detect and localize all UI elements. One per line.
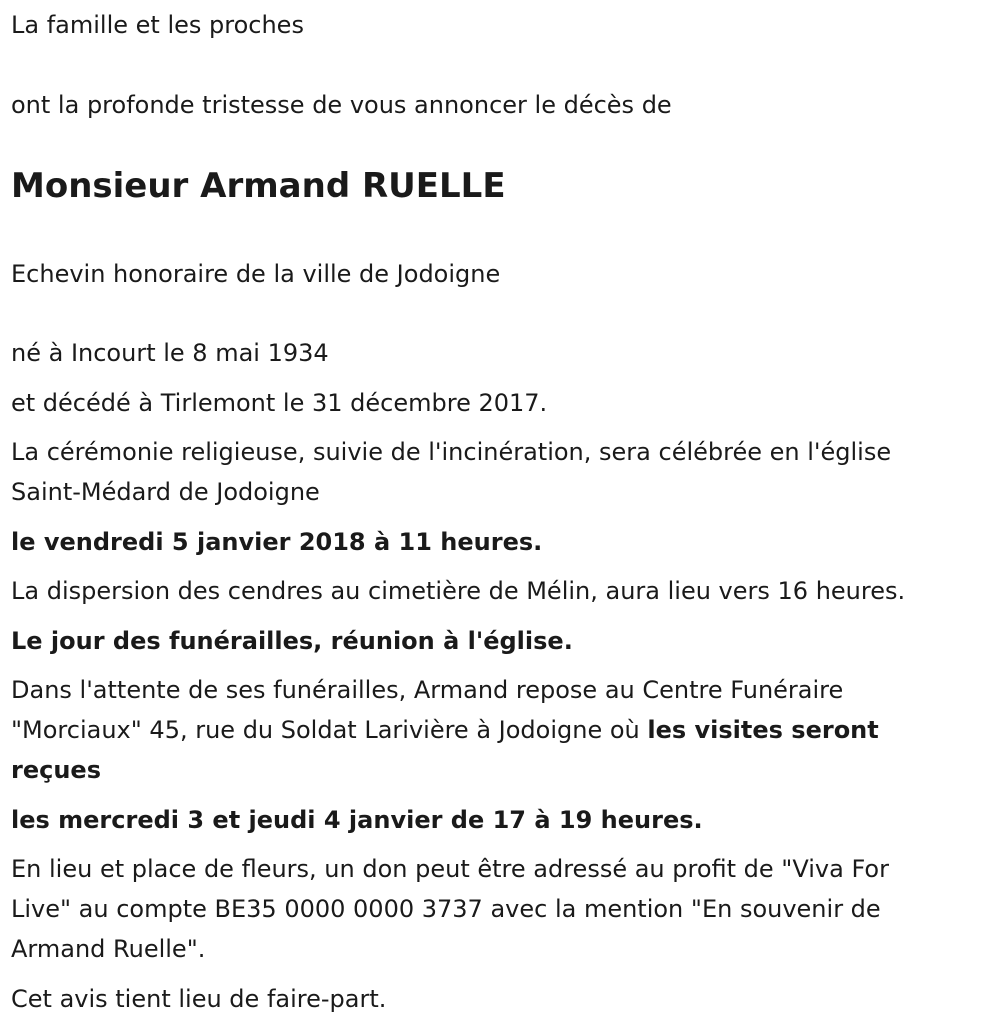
donation-line1: En lieu et place de fleurs, un don peut être adressé au profit de "Viva For [11,855,889,883]
deceased-name: Monsieur Armand RUELLE [11,166,506,206]
ceremony-text-line2: Saint-Médard de Jodoigne [11,478,320,506]
reunion-notice: Le jour des funérailles, réunion à l'église. [11,627,573,655]
donation-line3: Armand Ruelle". [11,935,206,963]
ceremony-date: le vendredi 5 janvier 2018 à 11 heures. [11,528,543,556]
visits-emphasis-continued: reçues [11,756,101,784]
visits-emphasis: les visites seront [647,716,879,744]
birth-info: né à Incourt le 8 mai 1934 [11,339,329,367]
rest-location-address: "Morciaux" 45, rue du Soldat Larivière à Jodoigne où [11,716,648,744]
intro-text: La famille et les proches [11,11,304,39]
rest-location-line2 [11,710,879,750]
announcement-text: ont la profonde tristesse de vous annoncer le décès de [11,91,672,119]
ashes-dispersion: La dispersion des cendres au cimetière de Mélin, aura lieu vers 16 heures. [11,577,906,605]
death-info: et décédé à Tirlemont le 31 décembre 2017. [11,389,548,417]
honorary-role: Echevin honoraire de la ville de Jodoigne [11,260,501,288]
donation-line2: Live" au compte BE35 0000 0000 3737 avec la mention "En souvenir de [11,895,881,923]
closing-note: Cet avis tient lieu de faire-part. [11,985,387,1013]
ceremony-text-line1: La cérémonie religieuse, suivie de l'incinération, sera célébrée en l'église [11,438,892,466]
rest-location-line1: Dans l'attente de ses funérailles, Armand repose au Centre Funéraire [11,676,844,704]
visiting-hours: les mercredi 3 et jeudi 4 janvier de 17 à 19 heures. [11,806,703,834]
